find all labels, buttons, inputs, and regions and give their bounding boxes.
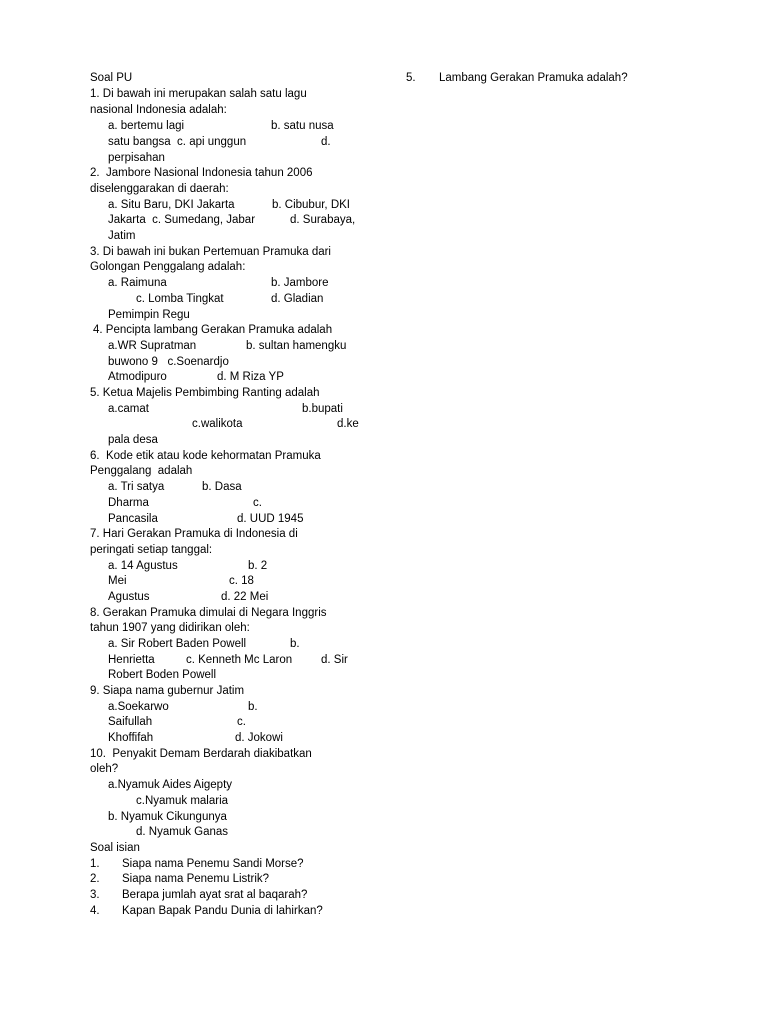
q6-text: 6. Kode etik atau kode kehormatan Pramuka	[90, 450, 321, 462]
isian-item-text: Kapan Bapak Pandu Dunia di lahirkan?	[122, 905, 323, 917]
q9-option-a: a.Soekarwo	[108, 701, 169, 713]
q2-option-line: Jakarta c. Sumedang, Jabar	[108, 214, 256, 226]
q2-text: 2. Jambore Nasional Indonesia tahun 2006	[90, 167, 313, 179]
q7-option-c: c. 18	[229, 575, 254, 587]
q4-option-b: b. sultan hamengku	[246, 340, 347, 352]
q3-option-c: c. Lomba Tingkat	[136, 293, 224, 305]
q2-text: diselenggarakan di daerah:	[90, 183, 229, 195]
q9-option-d: d. Jokowi	[235, 732, 283, 744]
q4-text: 4. Pencipta lambang Gerakan Pramuka adalah	[93, 324, 333, 336]
q3-text: Golongan Penggalang adalah:	[90, 261, 246, 273]
q8-option-b: b.	[290, 638, 300, 650]
q5-option-a: a.camat	[108, 403, 149, 415]
q1-option-line: perpisahan	[108, 152, 165, 164]
isian-item-text: Siapa nama Penemu Sandi Morse?	[122, 858, 304, 870]
isian-item-number: 5.	[406, 72, 416, 84]
q8-option-a: a. Sir Robert Baden Powell	[108, 638, 247, 650]
q8-option-c: c. Kenneth Mc Laron	[186, 654, 293, 666]
q7-option-d: d. 22 Mei	[221, 591, 269, 603]
q6-text: Penggalang adalah	[90, 465, 193, 477]
q7-option-line: Mei	[108, 575, 127, 587]
q10-option-d: d. Nyamuk Ganas	[136, 826, 229, 838]
q5-option-d: d.ke	[337, 418, 359, 430]
q6-option-line: Dharma	[108, 497, 149, 509]
q1-option-line: satu bangsa c. api unggun	[108, 136, 247, 148]
q7-option-a: a. 14 Agustus	[108, 560, 178, 572]
isian-item-text: Lambang Gerakan Pramuka adalah?	[439, 72, 628, 84]
q8-text: tahun 1907 yang didirikan oleh:	[90, 622, 250, 634]
q3-option-d: d. Gladian	[271, 293, 324, 305]
q8-option-line: Henrietta	[108, 654, 155, 666]
q5-option-c: c.walikota	[192, 418, 243, 430]
q4-option-line: Atmodipuro	[108, 371, 167, 383]
q10-option-c: c.Nyamuk malaria	[136, 795, 229, 807]
isian-item-number: 4.	[90, 905, 100, 917]
q1-option-d: d.	[321, 136, 331, 148]
q6-option-c: c.	[253, 497, 262, 509]
q3-option-b: b. Jambore	[271, 277, 329, 289]
q8-option-d: d. Sir	[321, 654, 348, 666]
q3-option-line: Pemimpin Regu	[108, 309, 190, 321]
q3-text: 3. Di bawah ini bukan Pertemuan Pramuka dari	[90, 246, 331, 258]
q9-option-b: b.	[248, 701, 258, 713]
isian-item-number: 1.	[90, 858, 100, 870]
q7-text: 7. Hari Gerakan Pramuka di Indonesia di	[90, 528, 298, 540]
q5-option-line: pala desa	[108, 434, 158, 446]
q9-option-line: Khoffifah	[108, 732, 154, 744]
isian-item-text: Berapa jumlah ayat srat al baqarah?	[122, 889, 308, 901]
q1-text: 1. Di bawah ini merupakan salah satu lagu	[90, 88, 307, 100]
q10-option-a: a.Nyamuk Aides Aigepty	[108, 779, 233, 791]
q8-text: 8. Gerakan Pramuka dimulai di Negara Inggris	[90, 607, 327, 619]
q9-option-c: c.	[237, 716, 246, 728]
q10-text: oleh?	[90, 763, 119, 775]
q4-option-d: d. M Riza YP	[217, 371, 284, 383]
q1-option-a: a. bertemu lagi	[108, 120, 185, 132]
q6-option-a: a. Tri satya	[108, 481, 165, 493]
q10-option-b: b. Nyamuk Cikungunya	[108, 811, 227, 823]
q6-option-line: Pancasila	[108, 513, 158, 525]
q2-option-b: b. Cibubur, DKI	[272, 199, 350, 211]
q8-option-line: Robert Boden Powell	[108, 669, 217, 681]
q3-option-a: a. Raimuna	[108, 277, 167, 289]
q2-option-line: Jatim	[108, 230, 136, 242]
q4-option-a: a.WR Supratman	[108, 340, 197, 352]
document-title: Soal PU	[90, 72, 133, 84]
q6-option-b: b. Dasa	[202, 481, 242, 493]
isian-item-text: Siapa nama Penemu Listrik?	[122, 873, 270, 885]
q1-option-b: b. satu nusa	[271, 120, 334, 132]
q2-option-a: a. Situ Baru, DKI Jakarta	[108, 199, 235, 211]
q1-text: nasional Indonesia adalah:	[90, 104, 227, 116]
q4-option-line: buwono 9 c.Soenardjo	[108, 356, 229, 368]
q9-text: 9. Siapa nama gubernur Jatim	[90, 685, 245, 697]
q7-text: peringati setiap tanggal:	[90, 544, 213, 556]
q7-option-b: b. 2	[248, 560, 268, 572]
isian-item-number: 3.	[90, 889, 100, 901]
isian-item-number: 2.	[90, 873, 100, 885]
q5-option-b: b.bupati	[302, 403, 343, 415]
q6-option-d: d. UUD 1945	[237, 513, 304, 525]
q5-text: 5. Ketua Majelis Pembimbing Ranting adalah	[90, 387, 320, 399]
q2-option-d: d. Surabaya,	[290, 214, 356, 226]
q7-option-line: Agustus	[108, 591, 150, 603]
isian-heading: Soal isian	[90, 842, 140, 854]
q9-option-line: Saifullah	[108, 716, 153, 728]
q10-text: 10. Penyakit Demam Berdarah diakibatkan	[90, 748, 312, 760]
